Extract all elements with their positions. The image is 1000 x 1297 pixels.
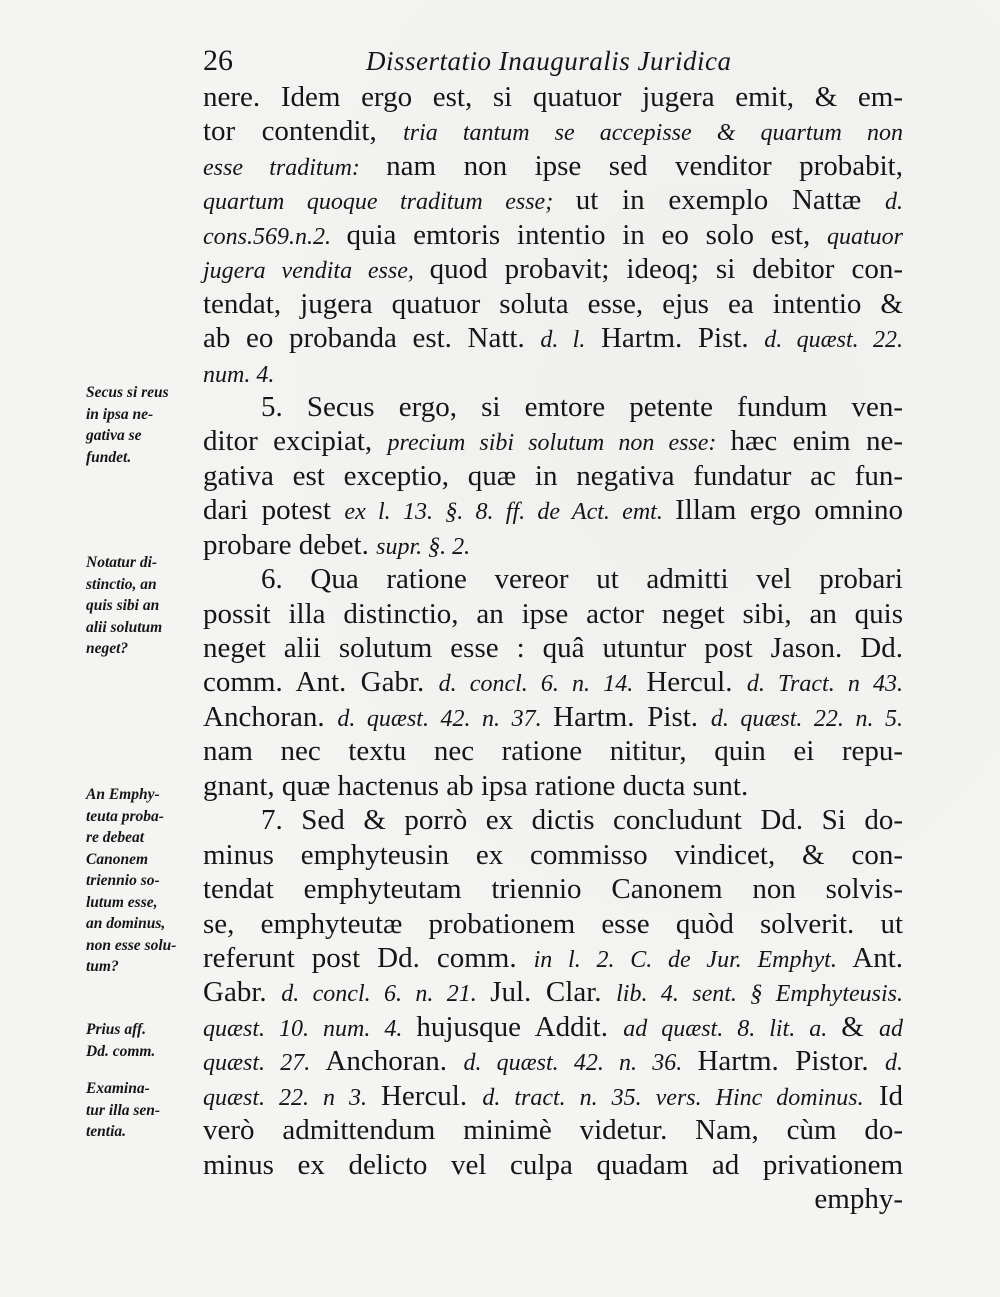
text-line bbox=[203, 218, 903, 252]
text-line bbox=[203, 114, 903, 148]
text-segment: quod probavit; ideoq; si debitor con- bbox=[429, 253, 903, 286]
text-segment: Illam ergo omnino bbox=[675, 494, 903, 527]
italic-citation: d. l. bbox=[540, 327, 586, 354]
text-segment: verò admittendum minimè videtur. Nam, cùm do- bbox=[203, 1114, 903, 1147]
italic-citation: d. Tract. n 43. bbox=[746, 671, 903, 698]
text-line bbox=[203, 631, 903, 665]
italic-citation: d. concl. 6. n. 14. bbox=[438, 671, 647, 698]
italic-citation: quæst. 22. n 3. bbox=[203, 1084, 381, 1111]
text-segment: ditor excipiat, bbox=[203, 425, 388, 458]
text-segment: Anchoran. bbox=[203, 700, 338, 733]
italic-citation: supr. §. 2. bbox=[376, 533, 471, 560]
margin-note-prius: Prius aff. Dd. comm. bbox=[86, 1021, 156, 1060]
text-line bbox=[203, 321, 903, 355]
text-line bbox=[203, 769, 903, 803]
italic-citation: d. bbox=[885, 1050, 904, 1077]
italic-citation: jugera vendita esse, bbox=[203, 258, 430, 285]
text-segment: quia emtoris intentio in eo solo est, bbox=[346, 218, 827, 251]
italic-citation: tria tantum se accepisse & quartum non bbox=[403, 120, 903, 147]
text-line bbox=[203, 562, 903, 596]
margin-note-emphyteuta: An Emphy- teuta proba- re debeat Canonem triennio so- lutum esse, an dominus, non esse solu- tum? bbox=[86, 786, 177, 975]
page-header bbox=[0, 44, 1000, 84]
margin-note-examinatur: Examina- tur illa sen- tentia. bbox=[86, 1080, 161, 1140]
text-line bbox=[203, 390, 903, 424]
text-segment: 6. Qua ratione vereor ut admitti vel probari bbox=[261, 563, 903, 596]
italic-citation: d. quæst. 42. n. 36. bbox=[463, 1050, 698, 1077]
italic-citation: in l. 2. C. de Jur. Emphyt. bbox=[533, 946, 837, 973]
text-segment: Id bbox=[863, 1079, 903, 1112]
text-line bbox=[203, 1182, 903, 1216]
text-line bbox=[203, 975, 903, 1009]
text-line bbox=[203, 872, 903, 906]
text-line bbox=[203, 1113, 903, 1147]
text-segment: dari potest bbox=[203, 494, 345, 527]
text-segment: tendat, jugera quatuor soluta esse, ejus ea intentio & bbox=[203, 287, 903, 320]
text-segment: nam non ipse sed venditor probabit, bbox=[386, 149, 903, 182]
text-segment: tendat emphyteutam triennio Canonem non solvis- bbox=[203, 873, 903, 906]
text-line bbox=[203, 597, 903, 631]
italic-citation: quæst. 10. num. 4. bbox=[203, 1015, 417, 1042]
text-line bbox=[203, 252, 903, 286]
text-segment: nam nec textu nec ratione nititur, quin ei repu- bbox=[203, 735, 903, 768]
italic-citation: num. 4. bbox=[203, 361, 275, 388]
text-segment: Hartm. Pist. bbox=[585, 322, 765, 355]
italic-citation: d. quæst. 22. bbox=[764, 327, 904, 354]
text-segment: 5. Secus ergo, si emtore petente fundum ven- bbox=[261, 390, 903, 423]
text-segment: ut in exemplo Nattæ bbox=[575, 184, 885, 217]
italic-citation: esse traditum: bbox=[203, 154, 387, 181]
text-segment: minus ex delicto vel culpa quadam ad privationem bbox=[203, 1148, 903, 1181]
margin-note-negativa: Secus si reus in ipsa ne- gativa se fundet. bbox=[86, 384, 169, 466]
text-segment: Gabr. bbox=[203, 976, 282, 1009]
italic-citation: d. bbox=[885, 189, 903, 216]
text-line bbox=[203, 424, 903, 458]
text-segment: referunt post Dd. comm. bbox=[203, 941, 534, 974]
text-segment: probare debet. bbox=[203, 528, 377, 561]
main-text bbox=[203, 80, 903, 1216]
text-line bbox=[203, 493, 903, 527]
running-title: Dissertatio Inauguralis Juridica bbox=[366, 46, 732, 76]
page-number: 26 bbox=[203, 44, 233, 77]
italic-citation: cons.569.n.2. bbox=[203, 223, 347, 250]
text-line bbox=[203, 665, 903, 699]
text-segment: Hercul. bbox=[646, 666, 747, 699]
text-segment: comm. Ant. Gabr. bbox=[203, 666, 439, 699]
text-segment: Anchoran. bbox=[325, 1045, 464, 1078]
italic-citation: ad bbox=[878, 1015, 903, 1042]
text-segment: ab eo probanda est. Natt. bbox=[203, 322, 541, 355]
italic-citation: d. concl. 6. n. 21. bbox=[281, 981, 491, 1008]
text-line bbox=[203, 838, 903, 872]
text-line bbox=[203, 700, 903, 734]
text-segment: hujusque Addit. bbox=[416, 1010, 624, 1043]
text-segment: gnant, quæ hactenus ab ipsa ratione ducta sunt. bbox=[203, 769, 749, 802]
text-segment: & bbox=[841, 1010, 879, 1043]
text-segment: Hartm. Pistor. bbox=[697, 1045, 886, 1078]
text-segment: neget alii solutum esse : quâ utuntur post Jason. Dd. bbox=[203, 632, 903, 664]
italic-citation: quatuor bbox=[826, 223, 903, 250]
text-line bbox=[203, 80, 903, 114]
margin-note-distinctio: Notatur di- stinctio, an quis sibi an alii solutum neget? bbox=[86, 554, 163, 657]
text-line bbox=[203, 1148, 903, 1182]
text-segment: Hartm. Pist. bbox=[553, 700, 711, 733]
text-line bbox=[203, 528, 903, 562]
text-line bbox=[203, 941, 903, 975]
text-line bbox=[203, 183, 903, 217]
italic-citation: quartum quoque traditum esse; bbox=[203, 189, 576, 216]
italic-citation: d. tract. n. 35. vers. Hinc dominus. bbox=[482, 1084, 864, 1111]
italic-citation: ex l. 13. §. 8. ff. de Act. emt. bbox=[344, 499, 676, 526]
text-segment: gativa est exceptio, quæ in negativa fundatur ac fun- bbox=[203, 459, 903, 492]
text-segment: Ant. bbox=[836, 941, 904, 974]
text-line bbox=[203, 1044, 903, 1078]
text-line bbox=[203, 803, 903, 837]
text-segment: nere. Idem ergo est, si quatuor jugera emit, & em- bbox=[203, 81, 903, 113]
italic-citation: d. quæst. 42. n. 37. bbox=[337, 705, 554, 732]
text-line bbox=[203, 149, 903, 183]
text-segment: 7. Sed & porrò ex dictis concludunt Dd. Si do- bbox=[261, 804, 903, 837]
text-segment: Jul. Clar. bbox=[490, 976, 617, 1009]
italic-citation: ad quæst. 8. lit. a. bbox=[623, 1015, 842, 1042]
italic-citation: quæst. 27. bbox=[203, 1050, 326, 1077]
text-line bbox=[203, 459, 903, 493]
italic-citation: lib. 4. sent. § Emphyteusis. bbox=[616, 981, 904, 1008]
text-segment: emphy- bbox=[814, 1183, 903, 1215]
text-segment: possit illa distinctio, an ipse actor neget sibi, an quis bbox=[203, 597, 903, 630]
italic-citation: d. quæst. 22. n. 5. bbox=[710, 705, 904, 732]
text-segment: Hercul. bbox=[380, 1079, 483, 1112]
text-segment: hæc enim ne- bbox=[730, 425, 904, 458]
text-segment: minus emphyteusin ex commisso vindicet, & con- bbox=[203, 838, 903, 871]
text-line bbox=[203, 356, 903, 390]
text-line bbox=[203, 907, 903, 941]
text-line bbox=[203, 734, 903, 768]
text-line bbox=[203, 287, 903, 321]
italic-citation: precium sibi solutum non esse: bbox=[387, 430, 731, 457]
text-segment: se, emphyteutæ probationem esse quòd solverit. ut bbox=[203, 907, 903, 940]
text-line bbox=[203, 1010, 903, 1044]
text-line bbox=[203, 1079, 903, 1113]
text-segment: tor contendit, bbox=[203, 115, 404, 148]
